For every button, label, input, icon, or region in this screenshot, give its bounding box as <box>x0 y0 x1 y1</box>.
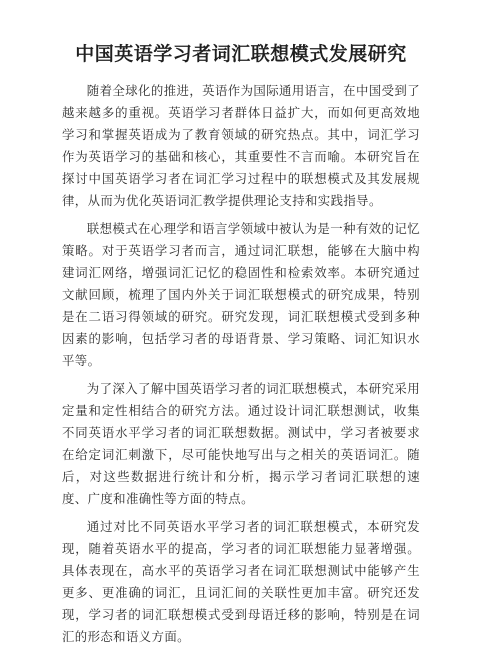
paragraph-findings: 通过对比不同英语水平学习者的词汇联想模式，本研究发现，随着英语水平的提高，学习者的词汇联想能力显著增强。具体表现在，高水平的英语学习者在词汇联想测试中能够产生更多、更准确的词汇，且词汇间的关联性更加丰富。研究还发现，学习者的词汇联想模式受到母语迁移的影响，特别是在词汇的形态和语义方面。 <box>62 519 420 644</box>
document-title: 中国英语学习者词汇联想模式发展研究 <box>75 43 407 65</box>
paragraph-method: 为了深入了解中国英语学习者的词汇联想模式，本研究采用定量和定性相结合的研究方法。通过设计词汇联想测试，收集不同英语水平学习者的词汇联想数据。测试中，学习者被要求在给定词汇刺激下，尽可能快地写出与之相关的英语词汇。随后，对这些数据进行统计和分析，揭示学习者词汇联想的速度、广度和准确性等方面的特点。 <box>62 381 420 506</box>
paragraph-intro: 随着全球化的推进，英语作为国际通用语言，在中国受到了越来越多的重视。英语学习者群体日益扩大，而如何更高效地学习和掌握英语成为了教育领域的研究热点。其中，词汇学习作为英语学习的基础和核心，其重要性不言而喻。本研究旨在探讨中国英语学习者在词汇学习过程中的联想模式及其发展规律，从而为优化英语词汇教学提供理论支持和实践指导。 <box>62 83 420 208</box>
paragraph-association-theory: 联想模式在心理学和语言学领域中被认为是一种有效的记忆策略。对于英语学习者而言，通过词汇联想，能够在大脑中构建词汇网络，增强词汇记忆的稳固性和检索效率。本研究通过文献回顾，梳理了国内外关于词汇联想模式的研究成果，特别是在二语习得领域的研究。研究发现，词汇联想模式受到多种因素的影响，包括学习者的母语背景、学习策略、词汇知识水平等。 <box>62 221 420 368</box>
